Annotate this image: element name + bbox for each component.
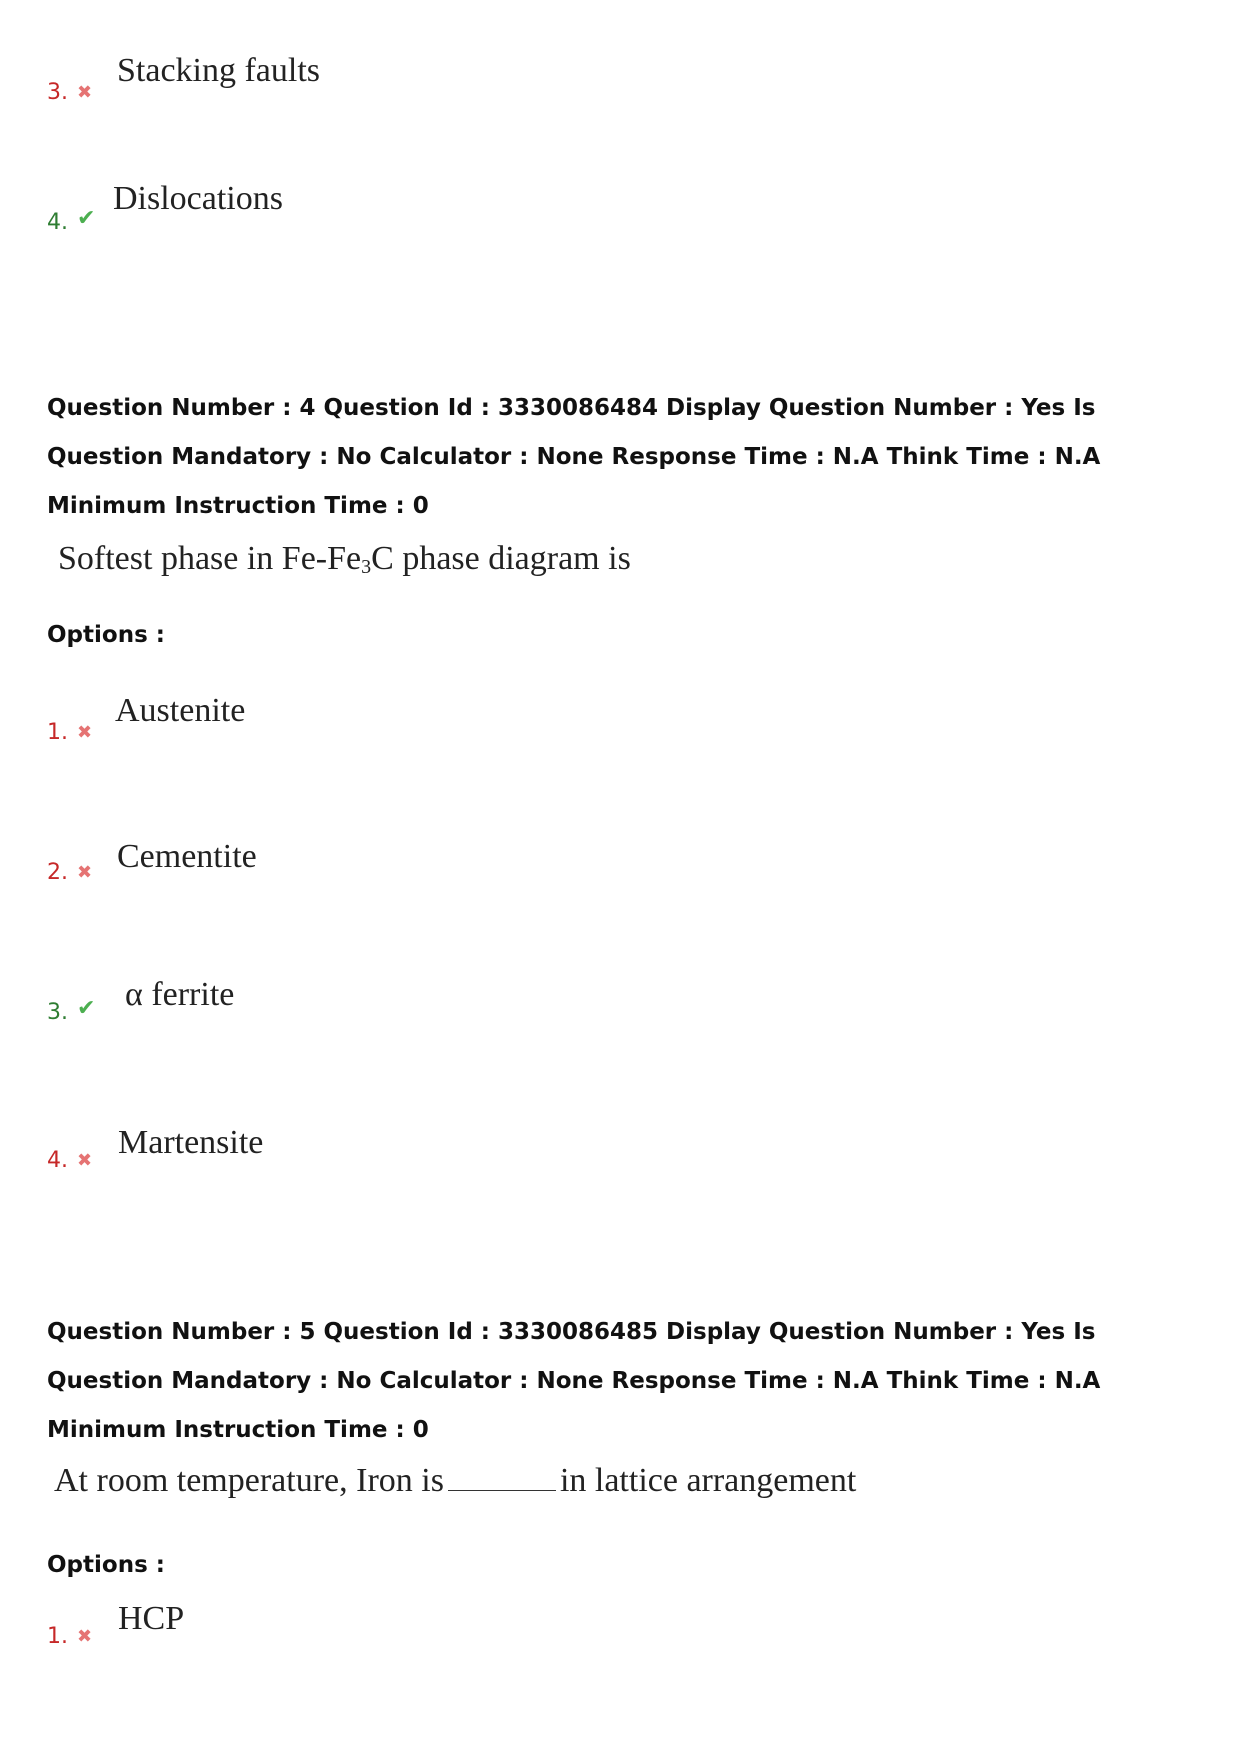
cross-icon: ✖	[77, 82, 93, 103]
option-text: Martensite	[118, 1124, 264, 1161]
option-number: 1.	[47, 720, 68, 745]
option-number: 3.	[47, 1000, 68, 1025]
question-4-header: Question Number : 4 Question Id : 3330086484 Display Question Number : Yes Is Question Mandatory : No Calculator : None Response Time : N.A Think Time : N.A Minimum Instruction Time : 0	[47, 395, 1101, 519]
option-number: 4.	[47, 1148, 68, 1173]
option-text: Cementite	[117, 838, 257, 875]
check-icon: ✔	[77, 206, 96, 231]
cross-icon: ✖	[77, 1626, 93, 1647]
option-number: 2.	[47, 860, 68, 885]
options-label: Options :	[47, 622, 165, 648]
question-5-header: Question Number : 5 Question Id : 3330086485 Display Question Number : Yes Is Question Mandatory : No Calculator : None Response Time : N.A Think Time : N.A Minimum Instruction Time : 0	[47, 1319, 1101, 1443]
option-number: 1.	[47, 1624, 68, 1649]
answer-blank	[448, 1462, 556, 1491]
question-5-text: At room temperature, Iron is in lattice arrangement	[54, 1462, 857, 1499]
option-text: Dislocations	[113, 180, 283, 217]
cross-icon: ✖	[77, 862, 93, 883]
option-text: Stacking faults	[117, 52, 321, 89]
option-number: 4.	[47, 210, 68, 235]
question-4-text: Softest phase in $Fe-Fe_3C$ phase diagram is	[58, 540, 631, 578]
options-label: Options :	[47, 1552, 165, 1578]
option-number: 3.	[47, 80, 68, 105]
option-text: α ferrite	[125, 976, 235, 1013]
cross-icon: ✖	[77, 722, 93, 743]
option-text: Austenite	[115, 692, 246, 729]
cross-icon: ✖	[77, 1150, 93, 1171]
check-icon: ✔	[77, 996, 96, 1021]
option-text: HCP	[118, 1600, 185, 1637]
